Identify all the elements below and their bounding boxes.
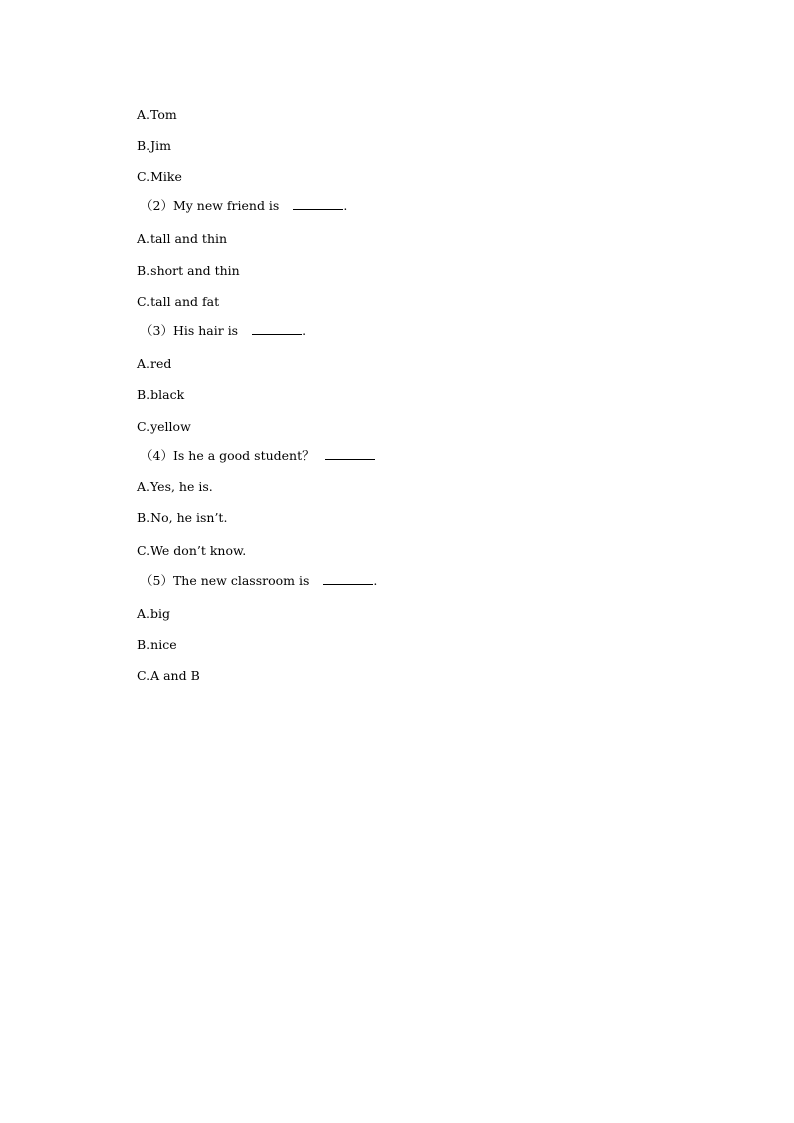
q4-option-c: C.We don’t know. xyxy=(137,543,247,558)
q1-option-b: B.Jim xyxy=(137,138,172,153)
q4-option-a: A.Yes, he is. xyxy=(137,479,213,494)
q2-option-a: A.tall and thin xyxy=(137,231,228,246)
q3-option-a: A.red xyxy=(137,356,172,371)
question-2-blank[interactable] xyxy=(293,199,343,210)
question-5 xyxy=(140,573,377,589)
question-3 xyxy=(140,323,306,339)
question-5-blank[interactable] xyxy=(323,574,373,585)
q3-option-b: B.black xyxy=(137,387,185,402)
q5-option-a: A.big xyxy=(137,606,171,621)
question-3-end: . xyxy=(302,323,307,338)
q5-option-b: B.nice xyxy=(137,637,177,652)
q3-option-c: C.yellow xyxy=(137,419,191,434)
q4-option-b: B.No, he isn’t. xyxy=(137,510,228,525)
q2-option-b: B.short and thin xyxy=(137,263,240,278)
question-5-prompt: （5）The new classroom is xyxy=(140,573,310,588)
question-4-prompt: （4）Is he a good student？ xyxy=(140,448,315,463)
question-3-prompt: （3）His hair is xyxy=(140,323,239,338)
question-3-blank[interactable] xyxy=(252,324,302,335)
question-2-prompt: （2）My new friend is xyxy=(140,198,280,213)
question-2 xyxy=(140,198,347,214)
q1-option-c: C.Mike xyxy=(137,169,182,184)
q2-option-c: C.tall and fat xyxy=(137,294,220,309)
question-5-end: . xyxy=(373,573,378,588)
question-4 xyxy=(140,448,375,464)
question-2-end: . xyxy=(343,198,348,213)
q5-option-c: C.A and B xyxy=(137,668,200,683)
q1-option-a: A.Tom xyxy=(137,107,177,122)
question-4-blank[interactable] xyxy=(325,449,375,460)
